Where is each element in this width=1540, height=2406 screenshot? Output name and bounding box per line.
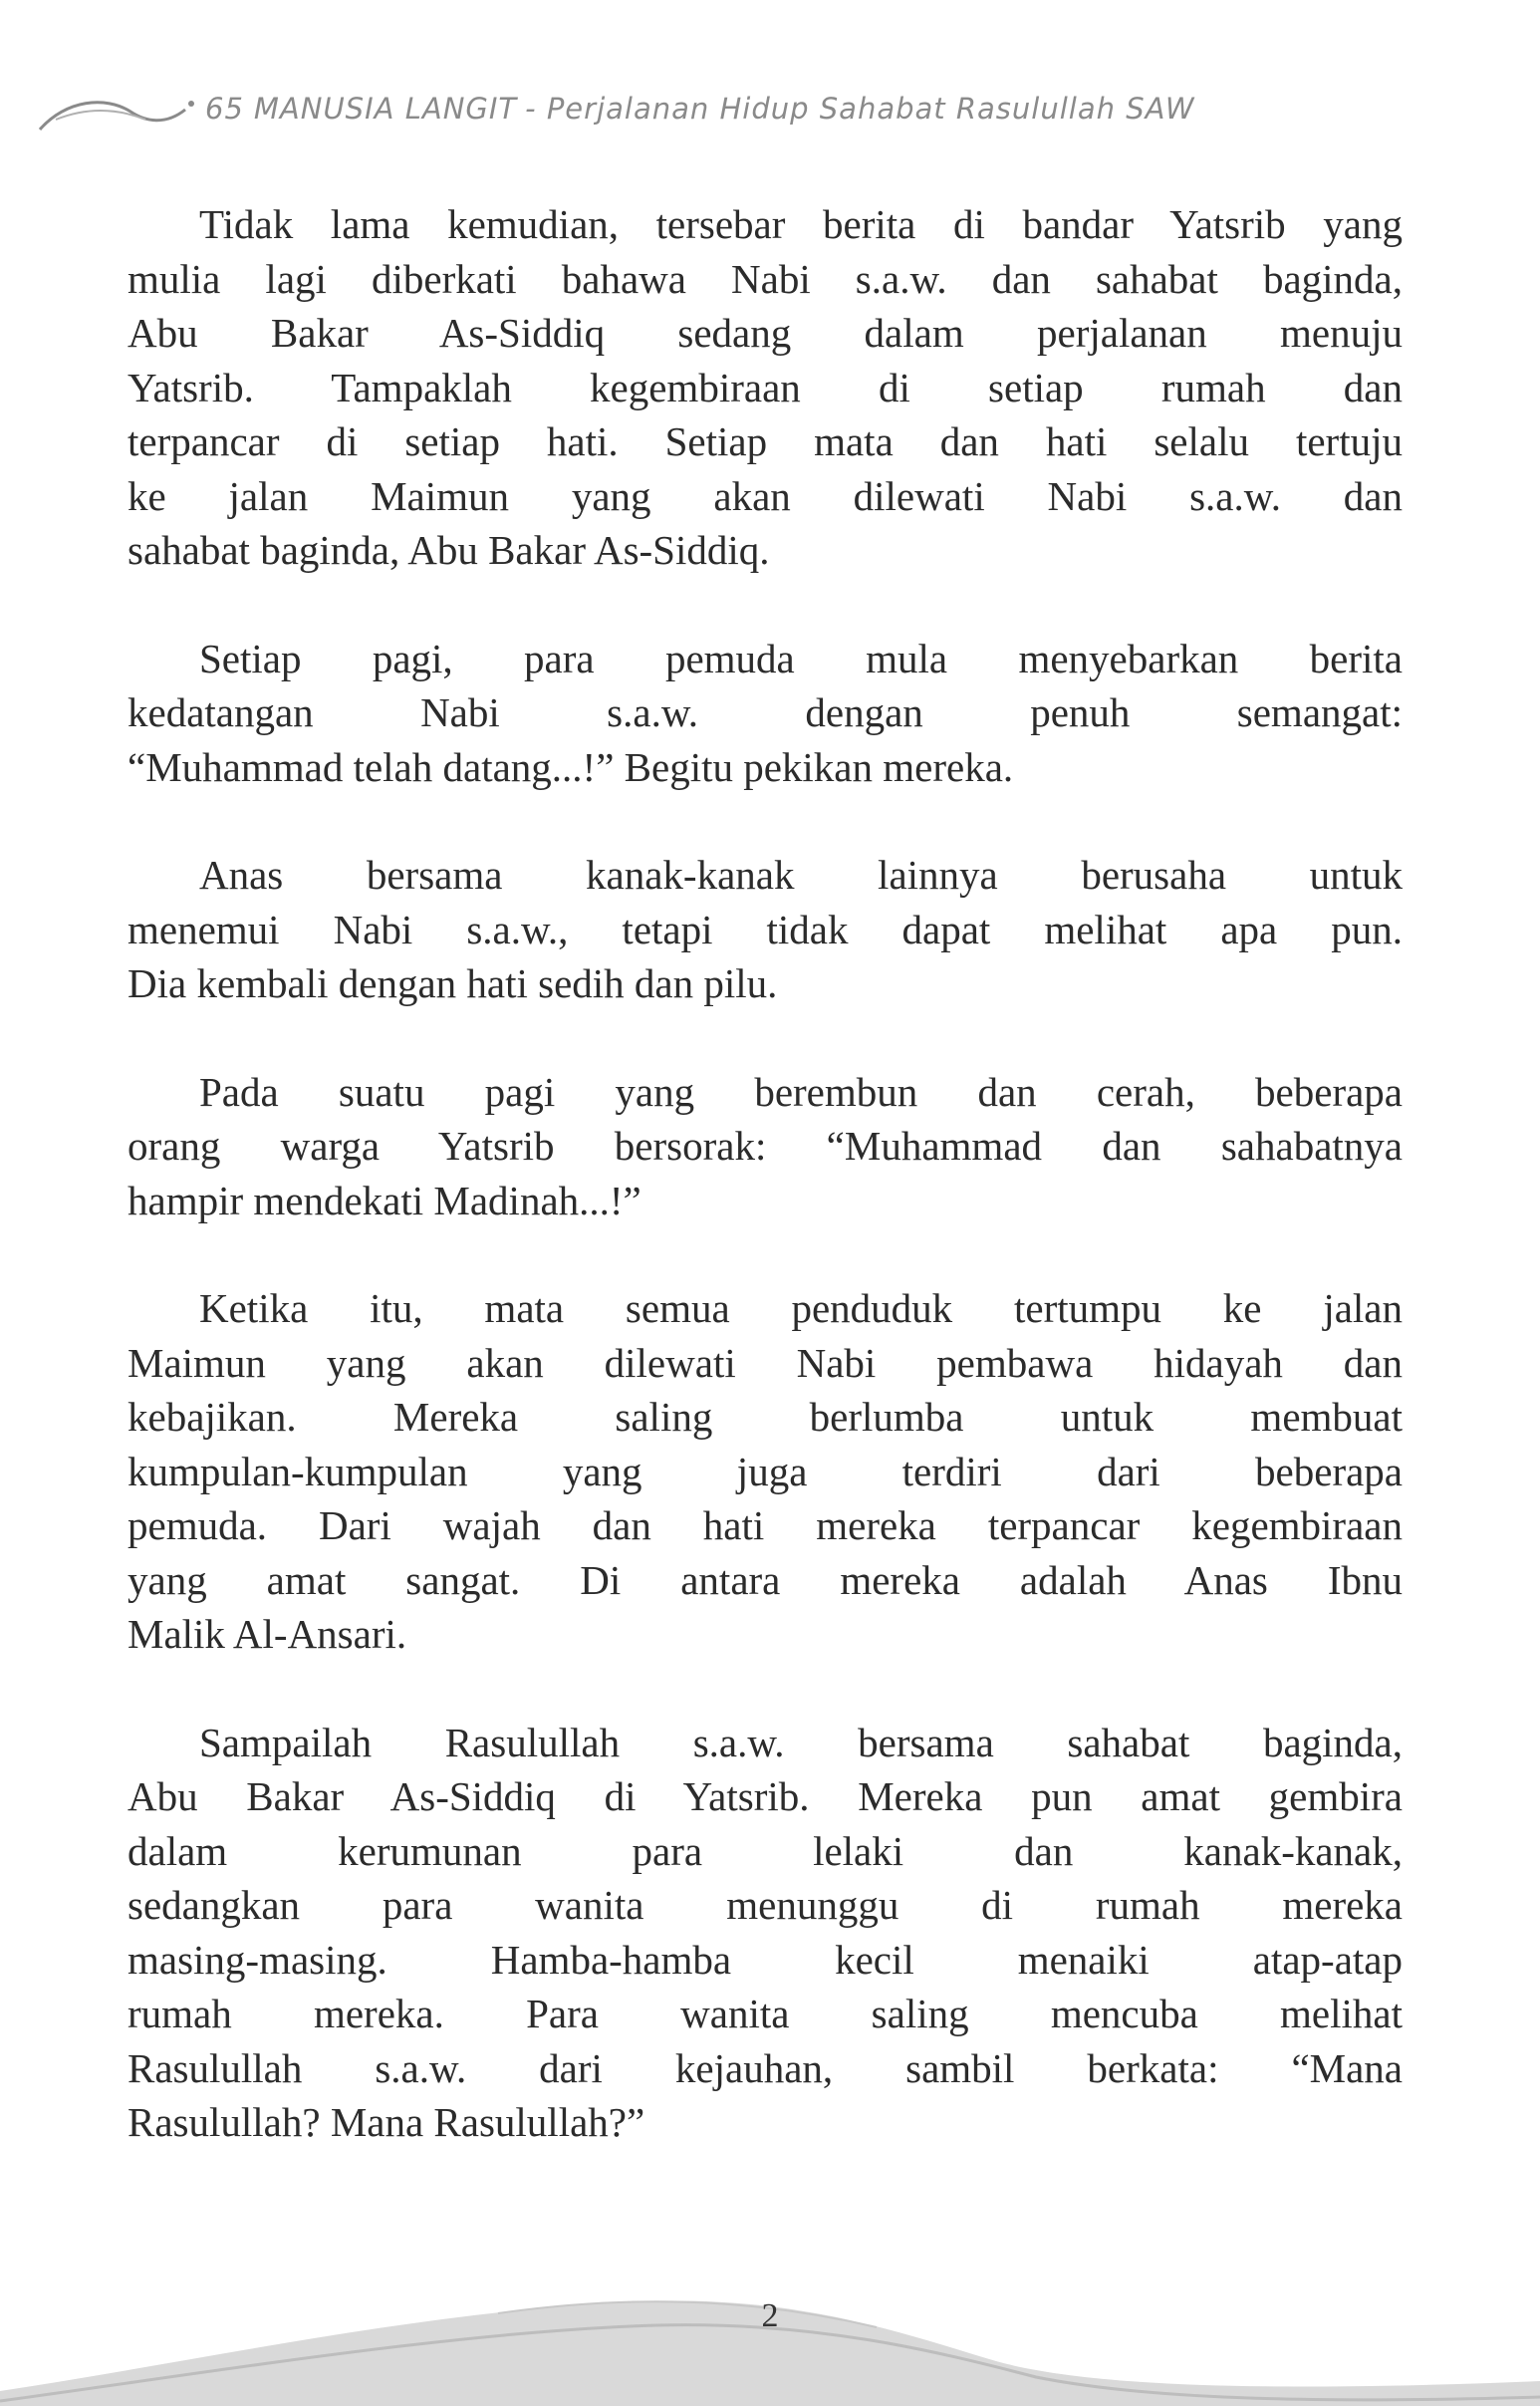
text-line: hampir mendekati Madinah...!” xyxy=(128,1177,642,1223)
text-line: dalam kerumunan para lelaki dan kanak-kanak, xyxy=(128,1827,1403,1874)
text-line: menemui Nabi s.a.w., tetapi tidak dapat melihat apa pun. xyxy=(128,906,1403,952)
header-page-ref: 65 xyxy=(205,92,244,126)
text-line: Maimun yang akan dilewati Nabi pembawa hidayah dan xyxy=(128,1339,1403,1386)
text-line: yang amat sangat. Di antara mereka adalah Anas Ibnu xyxy=(128,1556,1403,1603)
body-text xyxy=(128,197,1403,2204)
text-line: Rasulullah? Mana Rasulullah?” xyxy=(128,2099,645,2145)
text-line: kebajikan. Mereka saling berlumba untuk membuat xyxy=(128,1394,1403,1440)
text-line: Malik Al-Ansari. xyxy=(128,1611,407,1657)
text-line: Tidak lama kemudian, tersebar berita di bandar Yatsrib yang xyxy=(199,201,1403,247)
text-line: Dia kembali dengan hati sedih dan pilu. xyxy=(128,960,778,1006)
header-title xyxy=(205,92,1195,126)
text-line: terpancar di setiap hati. Setiap mata dan hati selalu tertuju xyxy=(128,418,1403,464)
text-line: ke jalan Maimun yang akan dilewati Nabi s.a.w. dan xyxy=(128,472,1403,519)
paragraph-6 xyxy=(128,1716,1403,2150)
header-swash-ornament xyxy=(36,90,200,139)
text-line: kumpulan-kumpulan yang juga terdiri dari beberapa xyxy=(128,1448,1403,1494)
text-line: Setiap pagi, para pemuda mula menyebarkan berita xyxy=(199,635,1403,681)
text-line: Pada suatu pagi yang berembun dan cerah, beberapa xyxy=(199,1068,1403,1115)
text-line: Abu Bakar As-Siddiq di Yatsrib. Mereka pun amat gembira xyxy=(128,1773,1403,1819)
paragraph-1 xyxy=(128,197,1403,578)
page-number: 2 xyxy=(761,2297,779,2334)
text-line: rumah mereka. Para wanita saling mencuba melihat xyxy=(128,1991,1403,2036)
text-line: Anas bersama kanak-kanak lainnya berusaha untuk xyxy=(199,852,1403,898)
text-line: kedatangan Nabi s.a.w. dengan penuh semangat: xyxy=(128,689,1403,735)
text-line: orang warga Yatsrib bersorak: “Muhammad dan sahabatnya xyxy=(128,1123,1403,1169)
text-line: sahabat baginda, Abu Bakar As-Siddiq. xyxy=(128,527,770,573)
paragraph-2 xyxy=(128,632,1403,795)
header-title-main: MANUSIA LANGIT xyxy=(253,92,518,126)
text-line: Yatsrib. Tampaklah kegembiraan di setiap rumah dan xyxy=(128,364,1403,410)
paragraph-5 xyxy=(128,1281,1403,1662)
text-line: “Muhammad telah datang...!” Begitu pekikan mereka. xyxy=(128,743,1014,790)
paragraph-3 xyxy=(128,848,1403,1011)
paragraph-4 xyxy=(128,1065,1403,1228)
text-line: mulia lagi diberkati bahawa Nabi s.a.w. dan sahabat baginda, xyxy=(128,255,1403,302)
text-line: Ketika itu, mata semua penduduk tertumpu ke jalan xyxy=(199,1285,1403,1331)
text-line: Abu Bakar As-Siddiq sedang dalam perjalanan menuju xyxy=(128,310,1403,356)
text-line: masing-masing. Hamba-hamba kecil menaiki atap-atap xyxy=(128,1936,1403,1983)
text-line: Sampailah Rasulullah s.a.w. bersama sahabat baginda, xyxy=(199,1719,1403,1765)
text-line: Rasulullah s.a.w. dari kejauhan, sambil berkata: “Mana xyxy=(128,2044,1403,2091)
header-title-sub: - Perjalanan Hidup Sahabat Rasulullah SAW xyxy=(525,92,1195,126)
text-line: pemuda. Dari wajah dan hati mereka terpancar kegembiraan xyxy=(128,1502,1403,1548)
text-line: sedangkan para wanita menunggu di rumah mereka xyxy=(128,1882,1403,1928)
running-header xyxy=(36,80,1331,159)
